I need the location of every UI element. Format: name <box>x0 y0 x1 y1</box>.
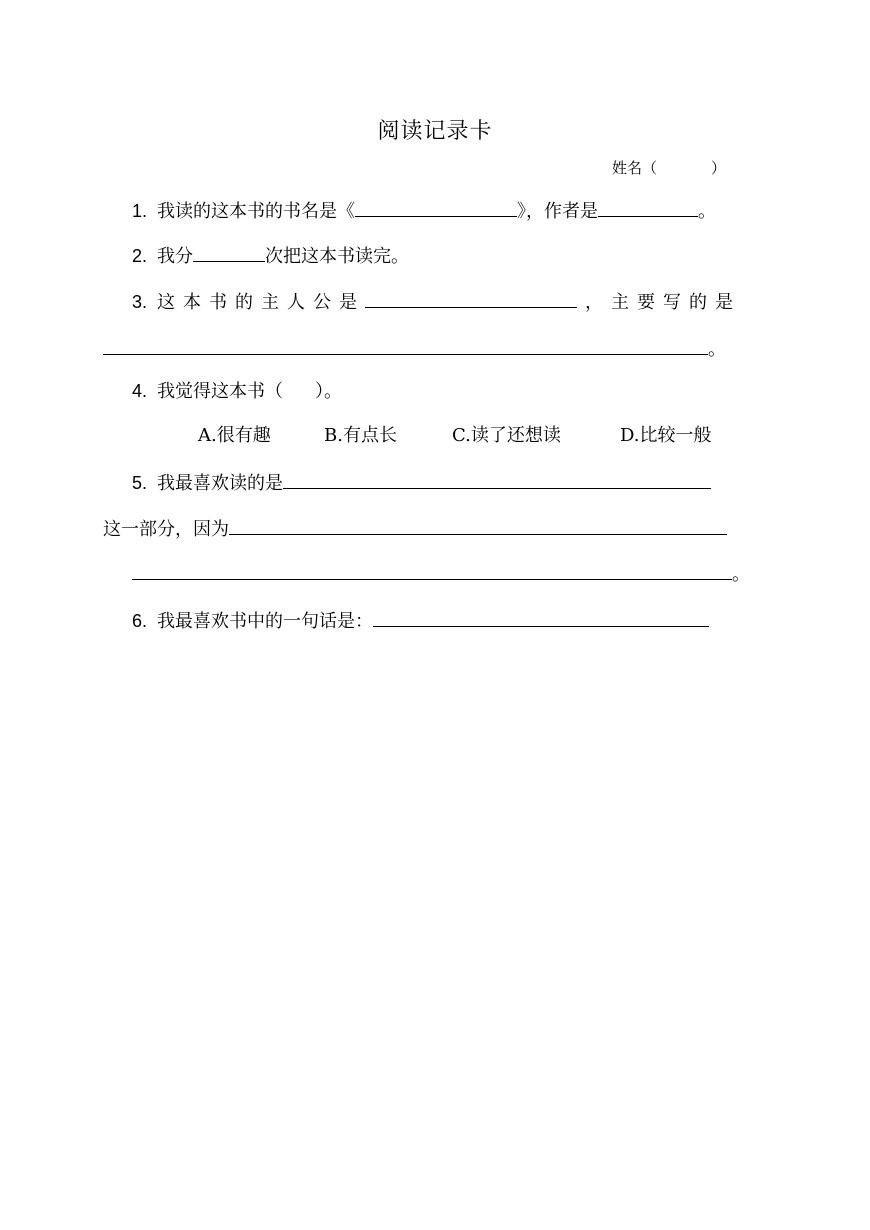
page-title: 阅读记录卡 <box>377 119 493 144</box>
author-blank[interactable] <box>598 196 698 217</box>
question-4-options <box>198 423 712 449</box>
question-3-text-b: ，主要写的是 <box>585 292 742 313</box>
question-5-text-a: 我最喜欢读的是 <box>157 473 284 494</box>
main-content-blank[interactable] <box>103 334 708 355</box>
question-2-text-a: 我分 <box>157 246 194 267</box>
question-1-number: 1. <box>132 201 148 221</box>
reason-blank-2[interactable] <box>132 559 732 580</box>
times-blank[interactable] <box>193 241 265 262</box>
name-field-line <box>612 157 726 178</box>
question-5-line-2 <box>103 514 727 543</box>
question-6-number: 6. <box>132 611 148 631</box>
reason-blank-1[interactable] <box>229 514 727 535</box>
option-c[interactable]: C.读了还想读 <box>452 425 561 446</box>
question-6-text-a: 我最喜欢书中的一句话是： <box>157 611 374 632</box>
question-3 <box>132 287 741 316</box>
question-3-number: 3. <box>132 292 148 312</box>
question-2-text-b: 次把这本书读完。 <box>265 246 410 267</box>
question-5-text-b: 这一部分，因为 <box>103 519 229 540</box>
question-1-text-a: 我读的这本书的书名是《 <box>157 201 356 222</box>
question-1-text-b: 》，作者是 <box>517 201 599 222</box>
option-a[interactable]: A.很有趣 <box>198 425 271 446</box>
question-5-text-c: 。 <box>732 564 750 585</box>
question-4-text-a: 我觉得这本书（ <box>157 381 284 402</box>
question-1-text-c: 。 <box>698 201 717 222</box>
name-close: ） <box>711 159 727 177</box>
question-5 <box>132 468 711 497</box>
question-5-line-3 <box>132 559 750 588</box>
favorite-sentence-blank[interactable] <box>373 606 709 627</box>
question-5-number: 5. <box>132 473 148 493</box>
favorite-part-blank[interactable] <box>283 468 711 489</box>
question-1 <box>132 196 716 225</box>
question-2-number: 2. <box>132 246 148 266</box>
question-3-continuation <box>103 334 726 363</box>
question-3-text-a: 这本书的主人公是 <box>157 292 366 313</box>
question-4-text-b: ）。 <box>315 381 343 402</box>
question-2 <box>132 241 409 270</box>
question-3-text-c: 。 <box>708 339 726 360</box>
option-d[interactable]: D.比较一般 <box>620 425 712 446</box>
book-title-blank[interactable] <box>355 196 517 217</box>
option-b[interactable]: B.有点长 <box>324 425 397 446</box>
question-6 <box>132 606 709 635</box>
name-label: 姓名（ <box>612 159 658 177</box>
protagonist-blank[interactable] <box>365 287 577 308</box>
question-4 <box>132 378 342 405</box>
question-4-number: 4. <box>132 381 148 401</box>
